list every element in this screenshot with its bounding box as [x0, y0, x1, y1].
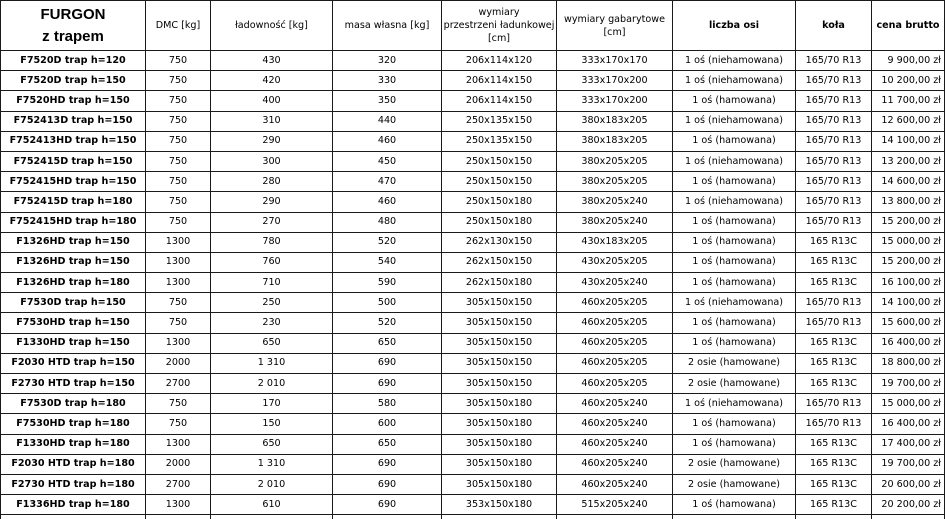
- cell-ladownosc: 420: [211, 71, 333, 91]
- cell-cena: 15 200,00 zł: [872, 252, 945, 272]
- cell-osie: 1 oś (niehamowana): [673, 293, 796, 313]
- cell-dmc: 750: [146, 313, 211, 333]
- cell-masa: 690: [333, 495, 442, 515]
- cell-masa: 460: [333, 192, 442, 212]
- cell-kola: 165/70 R13: [796, 151, 872, 171]
- cell-dmc: 750: [146, 131, 211, 151]
- cell-kola: 165/70 R13: [796, 212, 872, 232]
- table-row: [1, 374, 945, 394]
- header-wymiary-line2: przestrzeni ładunkowej: [443, 20, 555, 31]
- cell-cena: 16 400,00 zł: [872, 333, 945, 353]
- header-kola: [796, 1, 872, 51]
- cell-wymiary: 250x135x150: [442, 131, 557, 151]
- cell-osie: 1 oś (hamowana): [673, 313, 796, 333]
- cell-ladownosc: 650: [211, 434, 333, 454]
- cell-ladownosc: 230: [211, 313, 333, 333]
- cell-kola: 165 R13C: [796, 454, 872, 474]
- cell-wymiary: 262x150x180: [442, 273, 557, 293]
- cell-osie: 1 oś (hamowana): [673, 333, 796, 353]
- cell-wymiary: 250x135x150: [442, 111, 557, 131]
- cell-model: F2730 HTD trap h=180: [1, 474, 146, 494]
- cell-ladownosc: 400: [211, 91, 333, 111]
- cell-ladownosc: 760: [211, 252, 333, 272]
- cell-ladownosc: 430: [211, 51, 333, 71]
- cell-cena: 20 200,00 zł: [872, 495, 945, 515]
- cell-model: F2030 HTD trap h=180: [1, 454, 146, 474]
- cell-osie: 1 oś (hamowana): [673, 232, 796, 252]
- cell-kola: 165/70 R13: [796, 192, 872, 212]
- cell-cena: 16 100,00 zł: [872, 273, 945, 293]
- cell-model: F1336HD trap h=180: [1, 495, 146, 515]
- cell-cena: 19 700,00 zł: [872, 374, 945, 394]
- table-body: [1, 51, 945, 519]
- cell-kola: 165/70 R13: [796, 394, 872, 414]
- cell-dmc: 750: [146, 172, 211, 192]
- cell-masa: 690: [333, 454, 442, 474]
- header-gabaryt: [557, 1, 673, 51]
- cell-osie: 1 oś (hamowana): [673, 91, 796, 111]
- cell-model: F7520HD trap h=150: [1, 91, 146, 111]
- header-gabaryt-line1: wymiary gabarytowe: [563, 13, 666, 25]
- cell-gabaryt: 430x205x240: [557, 273, 673, 293]
- cell-dmc: 2700: [146, 474, 211, 494]
- cell-wymiary: 305x150x150: [442, 374, 557, 394]
- header-wymiary: [442, 1, 557, 51]
- cell-gabaryt: 380x205x205: [557, 151, 673, 171]
- cell-model: F7520D trap h=120: [1, 51, 146, 71]
- cell-wymiary: 305x150x150: [442, 313, 557, 333]
- cell-ladownosc: 310: [211, 111, 333, 131]
- cell-kola: 165/70 R13: [796, 313, 872, 333]
- cell-kola: 165 R13C: [796, 353, 872, 373]
- cell-kola: 165/70 R13: [796, 91, 872, 111]
- cell-osie: 1 oś (hamowana): [673, 495, 796, 515]
- cell-wymiary: 262x150x150: [442, 252, 557, 272]
- cell-wymiary: 305x150x180: [442, 434, 557, 454]
- cell-gabaryt: 460x205x205: [557, 353, 673, 373]
- cell-model: F752415D trap h=150: [1, 151, 146, 171]
- cell-dmc: 750: [146, 91, 211, 111]
- cell-kola: 165 R13C: [796, 252, 872, 272]
- cell-osie: 1 oś (niehamowana): [673, 394, 796, 414]
- cell-osie: 2 osie (hamowane): [673, 474, 796, 494]
- cell-cena: 11 700,00 zł: [872, 91, 945, 111]
- cell-dmc: 2700: [146, 374, 211, 394]
- cell-cena: 13 200,00 zł: [872, 151, 945, 171]
- cell-ladownosc: 710: [211, 273, 333, 293]
- cell-gabaryt: 333x170x170: [557, 51, 673, 71]
- cell-osie-empty: [673, 515, 796, 519]
- cell-osie: 1 oś (niehamowana): [673, 151, 796, 171]
- table-row: [1, 51, 945, 71]
- cell-masa: 650: [333, 333, 442, 353]
- cell-model: F1326HD trap h=180: [1, 273, 146, 293]
- table-row: [1, 414, 945, 434]
- cell-dmc: 1300: [146, 252, 211, 272]
- cell-wymiary: 305x150x150: [442, 353, 557, 373]
- cell-ladownosc: 290: [211, 192, 333, 212]
- cell-gabaryt: 333x170x200: [557, 71, 673, 91]
- cell-cena: 16 400,00 zł: [872, 414, 945, 434]
- cell-cena: 15 000,00 zł: [872, 232, 945, 252]
- cell-cena: 15 600,00 zł: [872, 313, 945, 333]
- cell-masa: 440: [333, 111, 442, 131]
- table-row: [1, 293, 945, 313]
- table-header: [1, 1, 945, 51]
- table-row-cutoff: [1, 515, 945, 519]
- header-osie-label: liczba osi: [708, 20, 760, 31]
- cell-cena: 20 600,00 zł: [872, 474, 945, 494]
- cell-masa: 470: [333, 172, 442, 192]
- cell-masa-empty: [333, 515, 442, 519]
- cell-masa: 590: [333, 273, 442, 293]
- cell-cena: 15 000,00 zł: [872, 394, 945, 414]
- cell-kola: 165 R13C: [796, 232, 872, 252]
- cell-dmc-empty: [146, 515, 211, 519]
- cell-model: F7520D trap h=150: [1, 71, 146, 91]
- cell-ladownosc: 1 310: [211, 454, 333, 474]
- cell-gabaryt-empty: [557, 515, 673, 519]
- header-masa-label: masa własna [kg]: [344, 20, 430, 31]
- cell-model: F1330HD trap h=180: [1, 434, 146, 454]
- table-row: [1, 495, 945, 515]
- header-wymiary-line1: wymiary: [478, 7, 520, 18]
- table-row: [1, 131, 945, 151]
- header-ladownosc: [211, 1, 333, 51]
- cell-gabaryt: 430x205x205: [557, 252, 673, 272]
- cell-masa: 320: [333, 51, 442, 71]
- cell-masa: 520: [333, 313, 442, 333]
- cell-wymiary: 305x150x180: [442, 454, 557, 474]
- cell-masa: 540: [333, 252, 442, 272]
- cell-osie: 1 oś (hamowana): [673, 131, 796, 151]
- cell-wymiary: 250x150x150: [442, 172, 557, 192]
- cell-masa: 450: [333, 151, 442, 171]
- cell-masa: 330: [333, 71, 442, 91]
- cell-wymiary: 353x150x180: [442, 495, 557, 515]
- cell-osie: 1 oś (hamowana): [673, 273, 796, 293]
- cell-model: F752415HD trap h=150: [1, 172, 146, 192]
- cell-model: F1326HD trap h=150: [1, 232, 146, 252]
- header-kola-label: koła: [822, 20, 845, 31]
- cell-gabaryt: 430x183x205: [557, 232, 673, 252]
- cell-cena: 9 900,00 zł: [872, 51, 945, 71]
- cell-gabaryt: 460x205x240: [557, 394, 673, 414]
- cell-masa: 350: [333, 91, 442, 111]
- table-row: [1, 232, 945, 252]
- table-row: [1, 353, 945, 373]
- cell-ladownosc: 780: [211, 232, 333, 252]
- cell-ladownosc: 290: [211, 131, 333, 151]
- table-row: [1, 434, 945, 454]
- cell-model: F752415HD trap h=180: [1, 212, 146, 232]
- cell-cena: 14 600,00 zł: [872, 172, 945, 192]
- cell-dmc: 750: [146, 51, 211, 71]
- cell-kola: 165/70 R13: [796, 172, 872, 192]
- cell-model: F2730 HTD trap h=150: [1, 374, 146, 394]
- cell-model: F7530D trap h=180: [1, 394, 146, 414]
- cell-wymiary: 305x150x150: [442, 333, 557, 353]
- cell-dmc: 750: [146, 71, 211, 91]
- cell-wymiary: 305x150x150: [442, 293, 557, 313]
- header-ladownosc-label: ładowność [kg]: [235, 20, 308, 31]
- cell-gabaryt: 460x205x240: [557, 434, 673, 454]
- table-row: [1, 394, 945, 414]
- cell-osie: 1 oś (niehamowana): [673, 111, 796, 131]
- cell-gabaryt: 333x170x200: [557, 91, 673, 111]
- cell-osie: 1 oś (hamowana): [673, 252, 796, 272]
- cell-dmc: 750: [146, 394, 211, 414]
- cell-dmc: 2000: [146, 353, 211, 373]
- cell-gabaryt: 380x183x205: [557, 111, 673, 131]
- cell-model: F7530D trap h=150: [1, 293, 146, 313]
- cell-kola: 165/70 R13: [796, 131, 872, 151]
- header-wymiary-line3: [cm]: [487, 33, 511, 44]
- cell-wymiary: 250x150x180: [442, 212, 557, 232]
- cell-dmc: 750: [146, 414, 211, 434]
- cell-masa: 690: [333, 474, 442, 494]
- cell-dmc: 1300: [146, 333, 211, 353]
- cell-ladownosc: 2 010: [211, 474, 333, 494]
- cell-gabaryt: 380x205x240: [557, 212, 673, 232]
- header-model-line1: FURGON: [40, 5, 106, 23]
- header-row: [1, 1, 945, 51]
- cell-wymiary: 250x150x180: [442, 192, 557, 212]
- cell-kola: 165/70 R13: [796, 414, 872, 434]
- cell-model: F1326HD trap h=150: [1, 252, 146, 272]
- cell-masa: 600: [333, 414, 442, 434]
- table-row: [1, 172, 945, 192]
- cell-osie: 2 osie (hamowane): [673, 374, 796, 394]
- cell-ladownosc: 610: [211, 495, 333, 515]
- cell-dmc: 750: [146, 151, 211, 171]
- cell-ladownosc: 150: [211, 414, 333, 434]
- cell-model: F7530HD trap h=180: [1, 414, 146, 434]
- cell-gabaryt: 460x205x205: [557, 293, 673, 313]
- cell-gabaryt: 460x205x205: [557, 313, 673, 333]
- cell-masa: 650: [333, 434, 442, 454]
- cell-ladownosc: 170: [211, 394, 333, 414]
- cell-gabaryt: 460x205x240: [557, 454, 673, 474]
- cell-dmc: 1300: [146, 273, 211, 293]
- cell-model: F752415D trap h=180: [1, 192, 146, 212]
- cell-ladownosc: 280: [211, 172, 333, 192]
- cell-osie: 1 oś (niehamowana): [673, 71, 796, 91]
- header-cena: [872, 1, 945, 51]
- cell-masa: 500: [333, 293, 442, 313]
- cell-wymiary: 250x150x150: [442, 151, 557, 171]
- cell-cena: 10 200,00 zł: [872, 71, 945, 91]
- cell-gabaryt: 460x205x240: [557, 474, 673, 494]
- table-row: [1, 151, 945, 171]
- table-row: [1, 454, 945, 474]
- cell-ladownosc: 650: [211, 333, 333, 353]
- cell-kola: 165/70 R13: [796, 293, 872, 313]
- cell-ladownosc: 250: [211, 293, 333, 313]
- cell-cena: 14 100,00 zł: [872, 293, 945, 313]
- table-row: [1, 91, 945, 111]
- header-model: [1, 1, 146, 51]
- cell-masa: 580: [333, 394, 442, 414]
- cell-gabaryt: 380x183x205: [557, 131, 673, 151]
- cell-masa: 690: [333, 353, 442, 373]
- cell-masa: 690: [333, 374, 442, 394]
- cell-ladownosc: 300: [211, 151, 333, 171]
- cell-wymiary: 206x114x150: [442, 71, 557, 91]
- cell-kola: 165 R13C: [796, 333, 872, 353]
- cell-wymiary: 206x114x150: [442, 91, 557, 111]
- cell-kola: 165/70 R13: [796, 111, 872, 131]
- table-row: [1, 71, 945, 91]
- cell-gabaryt: 380x205x205: [557, 172, 673, 192]
- cell-osie: 1 oś (hamowana): [673, 212, 796, 232]
- cell-model-empty: [1, 515, 146, 519]
- header-gabaryt-line2: [cm]: [603, 26, 626, 38]
- cell-kola: 165 R13C: [796, 374, 872, 394]
- cell-cena: 12 600,00 zł: [872, 111, 945, 131]
- cell-dmc: 750: [146, 212, 211, 232]
- cell-dmc: 1300: [146, 434, 211, 454]
- table-row: [1, 474, 945, 494]
- cell-dmc: 750: [146, 111, 211, 131]
- cell-ladownosc: 2 010: [211, 374, 333, 394]
- cell-gabaryt: 515x205x240: [557, 495, 673, 515]
- cell-model: F2030 HTD trap h=150: [1, 353, 146, 373]
- cell-osie: 1 oś (hamowana): [673, 172, 796, 192]
- cell-dmc: 1300: [146, 232, 211, 252]
- table-row: [1, 252, 945, 272]
- cell-osie: 1 oś (hamowana): [673, 414, 796, 434]
- cell-osie: 1 oś (niehamowana): [673, 51, 796, 71]
- table-row: [1, 333, 945, 353]
- cell-ladownosc-empty: [211, 515, 333, 519]
- cell-masa: 460: [333, 131, 442, 151]
- cell-masa: 480: [333, 212, 442, 232]
- cell-cena: 13 800,00 zł: [872, 192, 945, 212]
- cell-dmc: 750: [146, 192, 211, 212]
- cell-dmc: 2000: [146, 454, 211, 474]
- cell-osie: 2 osie (hamowane): [673, 353, 796, 373]
- table-row: [1, 192, 945, 212]
- cell-cena: 18 800,00 zł: [872, 353, 945, 373]
- cell-model: F752413D trap h=150: [1, 111, 146, 131]
- table-row: [1, 273, 945, 293]
- cell-masa: 520: [333, 232, 442, 252]
- cell-wymiary: 305x150x180: [442, 474, 557, 494]
- cell-wymiary: 262x130x150: [442, 232, 557, 252]
- cell-gabaryt: 460x205x205: [557, 374, 673, 394]
- cell-kola: 165/70 R13: [796, 51, 872, 71]
- cell-osie: 1 oś (hamowana): [673, 434, 796, 454]
- cell-wymiary-empty: [442, 515, 557, 519]
- header-masa: [333, 1, 442, 51]
- header-model-line2: z trapem: [42, 27, 104, 45]
- cell-kola: 165 R13C: [796, 434, 872, 454]
- cell-ladownosc: 1 310: [211, 353, 333, 373]
- cell-kola: 165 R13C: [796, 495, 872, 515]
- cell-cena: 17 400,00 zł: [872, 434, 945, 454]
- cell-model: F7530HD trap h=150: [1, 313, 146, 333]
- header-osie: [673, 1, 796, 51]
- cell-dmc: 750: [146, 293, 211, 313]
- cell-kola: 165 R13C: [796, 273, 872, 293]
- cell-wymiary: 305x150x180: [442, 414, 557, 434]
- cell-gabaryt: 460x205x205: [557, 333, 673, 353]
- cell-dmc: 1300: [146, 495, 211, 515]
- table-row: [1, 212, 945, 232]
- cell-wymiary: 305x150x180: [442, 394, 557, 414]
- cell-osie: 2 osie (hamowane): [673, 454, 796, 474]
- cell-cena: 14 100,00 zł: [872, 131, 945, 151]
- cell-model: F1330HD trap h=150: [1, 333, 146, 353]
- cell-kola-empty: [796, 515, 872, 519]
- cell-ladownosc: 270: [211, 212, 333, 232]
- header-dmc: [146, 1, 211, 51]
- cell-kola: 165 R13C: [796, 474, 872, 494]
- cell-cena-empty: [872, 515, 945, 519]
- cell-wymiary: 206x114x120: [442, 51, 557, 71]
- table-row: [1, 313, 945, 333]
- header-cena-label: cena brutto: [876, 20, 940, 31]
- header-dmc-label: DMC [kg]: [155, 20, 201, 31]
- cell-model: F752413HD trap h=150: [1, 131, 146, 151]
- cell-gabaryt: 460x205x240: [557, 414, 673, 434]
- cell-gabaryt: 380x205x240: [557, 192, 673, 212]
- cell-cena: 19 700,00 zł: [872, 454, 945, 474]
- cell-kola: 165/70 R13: [796, 71, 872, 91]
- table-row: [1, 111, 945, 131]
- cell-cena: 15 200,00 zł: [872, 212, 945, 232]
- cell-osie: 1 oś (niehamowana): [673, 192, 796, 212]
